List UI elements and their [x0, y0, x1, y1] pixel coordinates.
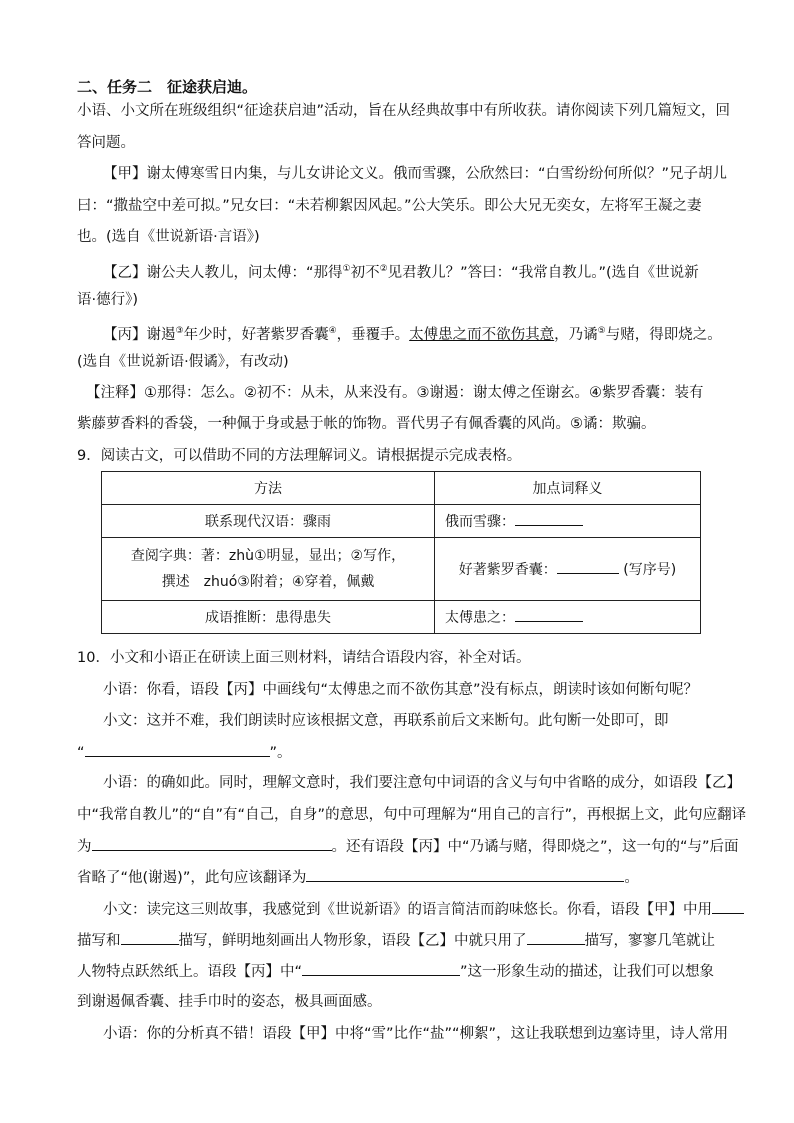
- passage-jia-line-3: 也。(选自《世说新语·言语》): [77, 229, 260, 245]
- table-cell-answer: [435, 601, 701, 634]
- dialogue-line: [103, 899, 747, 920]
- passage-yi-text: 见君教儿？”答曰：“我常自教儿。”(选自《世说新: [387, 264, 699, 281]
- dialogue-line: 小语：你看，语段【丙】中画线句“太傅患之而不欲伤其意”没有标点，朗读时该如何断句呢？: [103, 682, 699, 698]
- intro-line-2: 答问题。: [77, 135, 135, 151]
- underlined-sentence: 太傅患之而不欲伤其意: [409, 326, 555, 343]
- dialogue-text: 。还有语段【丙】中“乃谲与赌，得即烧之”，这一句的“与”后面: [331, 839, 739, 855]
- table-cell-method: [102, 538, 435, 601]
- dialogue-text: 描写，鲜明地刻画出人物形象，语段【乙】中就只用了: [178, 933, 527, 949]
- answer-blank[interactable]: [515, 607, 583, 622]
- table-header-row: [102, 472, 701, 505]
- table-cell-answer: [435, 505, 701, 538]
- quote-open: “: [77, 745, 85, 761]
- cell-text-line: 查阅字典：著：zhù①明显，显出；②写作，: [130, 548, 406, 564]
- passage-bing-text: 【丙】谢遏: [103, 326, 176, 343]
- passage-yi-text: 初不: [350, 264, 380, 281]
- dialogue-line: 小语：你的分析真不错！语段【甲】中将“雪”比作“盐”“柳絮”，这让我联想到边塞诗里，诗人常用: [103, 1026, 729, 1042]
- answer-blank[interactable]: [557, 559, 619, 574]
- dialogue-text: 省略了“他(谢遏)”，此句应该翻译为: [77, 870, 307, 886]
- dialogue-text: 人物特点跃然纸上。语段【丙】中“: [77, 964, 303, 980]
- dialogue-text: 。: [624, 870, 639, 886]
- passage-jia-line-1: 【甲】谢太傅寒雪日内集，与儿女讲论文义。俄而雪骤，公欣然曰：“白雪纷纷何所似？”兄子胡儿: [103, 166, 728, 182]
- dialogue-line: 小文：这并不难，我们朗读时应该根据文意，再联系前后文来断句。此句断一处即可，即: [103, 713, 669, 729]
- table-cell-method: 成语推断：患得患失: [102, 601, 435, 634]
- annotation-line-2: 紫藤萝香料的香袋，一种佩于身或悬于帐的饰物。晋代男子有佩香囊的风尚。⑤谲：欺骗。: [77, 416, 656, 432]
- table-row: [102, 601, 701, 634]
- vocabulary-table: [101, 471, 701, 634]
- passage-bing-text: 年少时，好著紫罗香囊: [183, 326, 329, 343]
- footnote-marker: ④: [328, 326, 337, 336]
- answer-blank[interactable]: [121, 930, 179, 945]
- section-heading: 二、任务二 征途获启迪。: [77, 78, 258, 96]
- cell-prompt: 太傅患之：: [445, 610, 515, 626]
- passage-bing-line-1: [103, 321, 747, 345]
- passage-yi-line-2: 语·德行》): [77, 292, 139, 308]
- dialogue-text: 小文：读完这三则故事，我感觉到《世说新语》的语言简洁而韵味悠长。你看，语段【甲】中用: [103, 902, 712, 918]
- table-cell-method: 联系现代汉语：骤雨: [102, 505, 435, 538]
- passage-bing-text: ，乃谲: [554, 326, 598, 343]
- dialogue-line: [77, 836, 747, 857]
- table-row: [102, 505, 701, 538]
- dialogue-line: [77, 742, 747, 763]
- passage-bing-text: ，垂覆手。: [336, 326, 410, 343]
- cell-hint: (写序号): [623, 562, 677, 578]
- passage-bing-text: 与赌，得即烧之。: [605, 326, 722, 343]
- question-10: 10．小文和小语正在研读上面三则材料，请结合语段内容，补全对话。: [77, 650, 531, 666]
- passage-yi-line-1: [103, 259, 747, 283]
- dialogue-text: 描写，寥寥几笔就让: [584, 933, 715, 949]
- question-9: 9．阅读古文，可以借助不同的方法理解词义。请根据提示完成表格。: [77, 448, 522, 464]
- cell-text-line: 撰述 zhuó③附着；④穿着，佩戴: [161, 574, 375, 590]
- answer-blank[interactable]: [515, 511, 583, 526]
- footnote-marker: ②: [379, 264, 388, 274]
- dialogue-text: ”这一形象生动的描述，让我们可以想象: [460, 964, 715, 980]
- table-row: [102, 538, 701, 601]
- annotation-line-1: 【注释】①那得：怎么。②初不：从未，从来没有。③谢遏：谢太傅之侄谢玄。④紫罗香囊：装有: [86, 385, 704, 401]
- intro-line-1: 小语、小文所在班级组织“征途获启迪”活动，旨在从经典故事中有所收获。请你阅读下列几篇短文，回: [77, 103, 731, 119]
- quote-close: ”。: [269, 745, 292, 761]
- dialogue-text: 为: [77, 839, 92, 855]
- dialogue-line: 到谢遏佩香囊、挂手巾时的姿态，极具画面感。: [77, 994, 382, 1010]
- table-cell-answer: [435, 538, 701, 601]
- table-header-meaning: 加点词释义: [435, 472, 701, 505]
- dialogue-line: 中“我常自教儿”的“自”有“自己，自身”的意思，句中可理解为“用自己的言行”，再根据上文，此句应翻译: [77, 807, 747, 823]
- footnote-marker: ③: [175, 326, 184, 336]
- dialogue-line: [77, 961, 747, 982]
- passage-bing-line-2: (选自《世说新语·假谲》，有改动): [77, 354, 289, 370]
- answer-blank[interactable]: [302, 961, 460, 976]
- answer-blank[interactable]: [527, 930, 585, 945]
- footnote-marker: ①: [342, 264, 351, 274]
- dialogue-line: [77, 867, 747, 888]
- cell-prompt: 俄而雪骤：: [445, 514, 515, 530]
- dialogue-line: [77, 930, 747, 951]
- footnote-marker: ⑤: [597, 326, 606, 336]
- answer-blank[interactable]: [92, 836, 332, 851]
- dialogue-text: 描写和: [77, 933, 121, 949]
- passage-jia-line-2: 曰：“撒盐空中差可拟。”兄女曰：“未若柳絮因风起。”公大笑乐。即公大兄无奕女，左将军王凝之妻: [77, 198, 702, 214]
- dialogue-line: 小语：的确如此。同时，理解文意时，我们要注意句中词语的含义与句中省略的成分，如语段【乙】: [103, 775, 741, 791]
- answer-blank[interactable]: [712, 899, 744, 914]
- cell-prompt: 好著紫罗香囊：: [458, 562, 557, 578]
- answer-blank[interactable]: [306, 867, 624, 882]
- table-header-method: 方法: [102, 472, 435, 505]
- passage-yi-text: 【乙】谢公夫人教儿，问太傅：“那得: [103, 264, 343, 281]
- answer-blank[interactable]: [85, 742, 270, 757]
